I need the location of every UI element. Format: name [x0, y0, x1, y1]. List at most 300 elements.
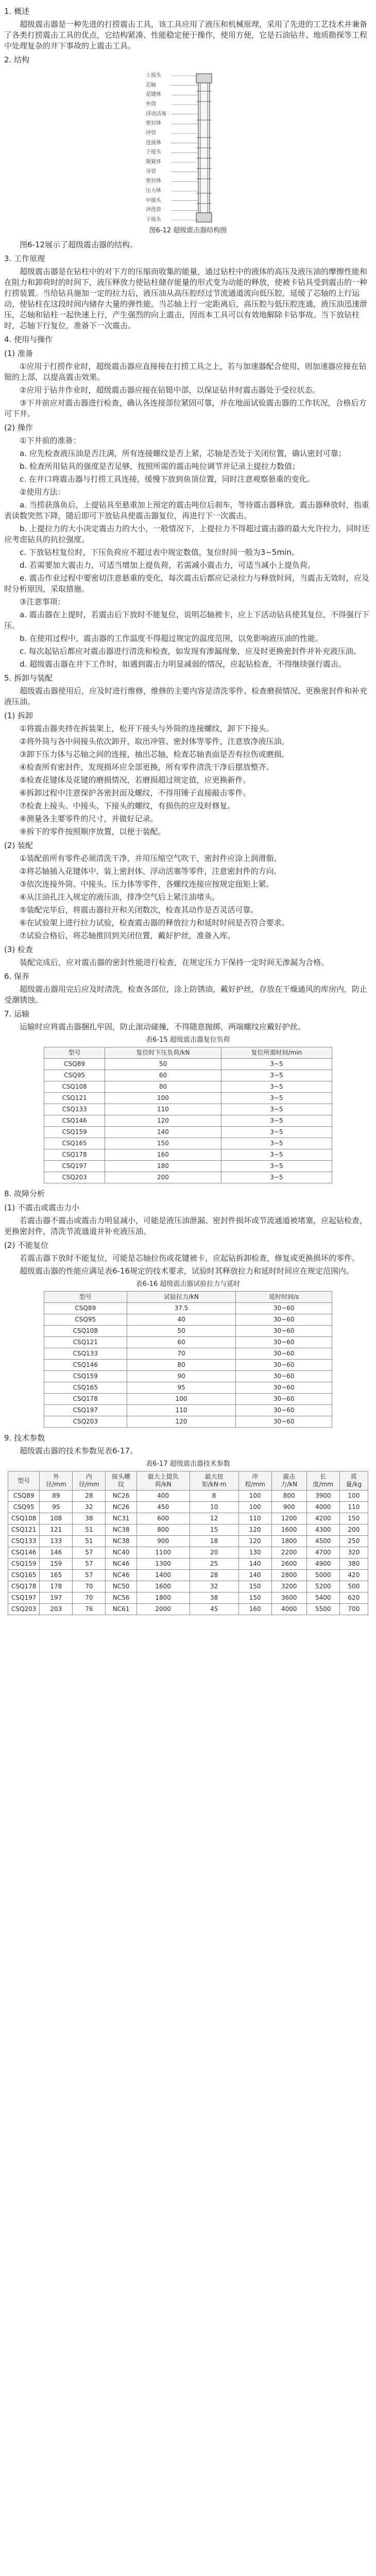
- table-cell: CSQ159: [8, 1558, 40, 1570]
- column-header: 外径/mm: [40, 1471, 73, 1490]
- table-cell: 5200: [306, 1581, 339, 1592]
- table-cell: 3~5: [221, 1172, 332, 1183]
- table-cell: 18: [190, 1536, 238, 1547]
- table-cell: CSQ121: [44, 1337, 127, 1348]
- table-cell: 100: [238, 1502, 271, 1513]
- table-row: [44, 1360, 332, 1371]
- table1-title: 表6-15 超级震击器复位负荷: [146, 1036, 230, 1044]
- paragraph: ③注意事项：: [20, 597, 65, 606]
- table-cell: 800: [271, 1490, 306, 1502]
- section-heading: (1) 拆卸: [4, 711, 33, 720]
- table-cell: 140: [238, 1570, 271, 1581]
- figure-caption: 图6-12 超级震击器结构图: [149, 227, 227, 234]
- table-row: [44, 1172, 332, 1183]
- section-heading: 3. 工作原理: [4, 254, 45, 263]
- paragraph: d. 超级震击器在井下工作时，如遇到震击力明显减弱的情况，应起钻检查，不得继续强行震击。: [20, 659, 347, 669]
- table-cell: CSQ203: [8, 1604, 40, 1615]
- table-cell: 89: [40, 1490, 73, 1502]
- table-cell: 80: [105, 1081, 221, 1093]
- table-cell: 4700: [306, 1547, 339, 1558]
- table-row: [44, 1149, 332, 1161]
- table-cell: 30~60: [236, 1303, 332, 1314]
- table-cell: 3~5: [221, 1161, 332, 1172]
- table-cell: 1400: [136, 1570, 190, 1581]
- table-cell: 30~60: [236, 1371, 332, 1382]
- table-cell: 57: [73, 1547, 106, 1558]
- table-cell: 159: [40, 1558, 73, 1570]
- table-cell: 380: [339, 1558, 368, 1570]
- table-cell: CSQ197: [8, 1592, 40, 1604]
- table-row: [44, 1314, 332, 1326]
- table-cell: 1800: [136, 1592, 190, 1604]
- table-cell: 178: [40, 1581, 73, 1592]
- paragraph: ②将外筒与各中间接头依次卸开，取出冲管、密封体等零件，注意放净液压油。: [20, 737, 289, 746]
- table-row: [44, 1303, 332, 1314]
- table-cell: 30~60: [236, 1382, 332, 1394]
- paragraph: ③卸下压力体与芯轴之间的连接，抽出芯轴，检查芯轴表面是否有拉伤或磨损。: [20, 750, 289, 759]
- paragraph: 超级震击器的技术参数见表6-17。: [20, 1446, 138, 1455]
- table-cell: 900: [271, 1502, 306, 1513]
- table-cell: 150: [339, 1513, 368, 1524]
- column-header: 长度/mm: [306, 1471, 339, 1490]
- table-row: [8, 1592, 368, 1604]
- table-cell: 70: [73, 1581, 106, 1592]
- table-cell: 10: [190, 1502, 238, 1513]
- table-row: [44, 1161, 332, 1172]
- table-cell: 120: [105, 1115, 221, 1127]
- section-heading: 4. 使用与操作: [4, 335, 53, 344]
- paragraph: 图6-12展示了超级震击器的结构。: [20, 240, 138, 249]
- table-cell: NC26: [106, 1502, 136, 1513]
- table-cell: 3900: [306, 1490, 339, 1502]
- figure-part-label: 连接体: [146, 140, 161, 146]
- table-cell: 50: [105, 1059, 221, 1070]
- table-row: [8, 1570, 368, 1581]
- table-row: [44, 1348, 332, 1360]
- table-cell: 32: [73, 1502, 106, 1513]
- table-row: [44, 1405, 332, 1416]
- table-cell: 250: [339, 1536, 368, 1547]
- section-heading: (2) 不能复位: [4, 1241, 49, 1250]
- table-cell: 121: [40, 1524, 73, 1536]
- section-c: [4, 1189, 372, 1277]
- table-cell: 57: [73, 1558, 106, 1570]
- table-cell: 76: [73, 1604, 106, 1615]
- table-cell: 3600: [271, 1592, 306, 1604]
- section-heading: 5. 拆卸与装配: [4, 673, 53, 683]
- table-row: [8, 1547, 368, 1558]
- figure-part-label: 上接头: [146, 73, 161, 78]
- table-cell: 150: [238, 1592, 271, 1604]
- table-cell: NC46: [106, 1570, 136, 1581]
- table-cell: 25: [190, 1558, 238, 1570]
- table-cell: NC31: [106, 1513, 136, 1524]
- table-cell: CSQ133: [44, 1104, 105, 1115]
- paragraph: ⑤检查花键体及花键的磨损情况，若磨损超过规定值，应更换新件。: [20, 775, 251, 785]
- paragraph: 超级震击器是一种先进的打捞震击工具，该工具应用了液压和机械原理，采用了先进的工艺技术并兼备了各类打捞震击工具的优点，它结构紧凑、性能稳定便于操作，使用方便，它是石油钻井、地质勘探等工程中处理复杂的井下事故的上震击工具。: [4, 20, 368, 50]
- column-header: 最大上提负荷/kN: [136, 1471, 190, 1490]
- table-cell: CSQ108: [8, 1513, 40, 1524]
- table-cell: 80: [127, 1360, 236, 1371]
- table-cell: 2000: [136, 1604, 190, 1615]
- table-cell: 110: [238, 1513, 271, 1524]
- table-cell: 100: [127, 1394, 236, 1405]
- paragraph: ①装配前所有零件必须清洗干净，并用压缩空气吹干，密封件应涂上润滑脂。: [20, 854, 282, 863]
- table-cell: 100: [339, 1490, 368, 1502]
- table-cell: 5000: [306, 1570, 339, 1581]
- table-cell: CSQ178: [44, 1149, 105, 1161]
- table-row: [8, 1490, 368, 1502]
- table-cell: CSQ95: [44, 1070, 105, 1081]
- table-row: [8, 1536, 368, 1547]
- table-cell: 4300: [306, 1524, 339, 1536]
- table-cell: 37.5: [127, 1303, 236, 1314]
- table-cell: 140: [105, 1127, 221, 1138]
- table-cell: 150: [105, 1138, 221, 1149]
- table-cell: 50: [127, 1326, 236, 1337]
- section-heading: 7. 运输: [4, 1009, 30, 1019]
- paragraph: ①下井前的准备：: [20, 436, 81, 445]
- paragraph: e. 震击作业过程中要密切注意悬重的变化，每次震击后都应记录拉力与释放时间，当震击无效时，应及时分析原因，采取措施。: [4, 573, 369, 594]
- table-cell: 51: [73, 1536, 106, 1547]
- table-cell: 620: [339, 1592, 368, 1604]
- table-cell: CSQ95: [44, 1314, 127, 1326]
- table-cell: 100: [238, 1490, 271, 1502]
- paragraph: c. 下放钻柱复位时，下压负荷应不超过表中规定数值，复位时间一般为3~5min。: [20, 548, 299, 557]
- table-cell: 110: [127, 1405, 236, 1416]
- paragraph: ③依次连接外筒、中接头、压力体等零件，各螺纹连接应按规定扭矩上紧。: [20, 879, 274, 889]
- table-cell: CSQ89: [8, 1490, 40, 1502]
- table-cell: NC40: [106, 1547, 136, 1558]
- table-cell: 197: [40, 1592, 73, 1604]
- column-header: 试验拉力/kN: [127, 1292, 236, 1303]
- table-cell: 108: [40, 1513, 73, 1524]
- column-header: 震击力/kN: [271, 1471, 306, 1490]
- table-cell: 45: [190, 1604, 238, 1615]
- jar-structure-figure: [142, 71, 234, 225]
- column-header: 延时时间/s: [236, 1292, 332, 1303]
- paragraph: 运输时应将震击器捆扎牢固，防止滚动碰撞，不得随意抛掷，两端螺纹应戴好护丝。: [20, 1022, 306, 1031]
- paragraph: ①将震击器夹持在拆装架上，松开下接头与外筒的连接螺纹，卸下下接头。: [20, 724, 274, 733]
- section-heading: 1. 概述: [4, 7, 30, 16]
- section-heading: (1) 不震击或震击力小: [4, 1203, 80, 1212]
- table-row: [44, 1070, 332, 1081]
- table-cell: 110: [339, 1502, 368, 1513]
- figure-part-label: 冲洗管: [146, 207, 161, 213]
- paragraph: a. 震击器在上提时，若震击后下放时不能复位，说明芯轴被卡，应上下活动钻具使其复位，不得强行下压。: [4, 610, 369, 630]
- paragraph: ②使用方法：: [20, 487, 65, 497]
- table-cell: 1200: [271, 1513, 306, 1524]
- table-cell: 12: [190, 1513, 238, 1524]
- table-cell: 320: [339, 1547, 368, 1558]
- table-cell: 20: [190, 1547, 238, 1558]
- paragraph: d. 若需要加大震击力，可适当增加上提负荷，若需减小震击力，可适当减小上提负荷。: [20, 561, 316, 570]
- paragraph: 超级震击器用完后应及时清洗，检查各部位，涂上防锈油，戴好护丝，存放在干燥通风的库房内，防止受潮锈蚀。: [4, 985, 368, 1005]
- table-cell: CSQ121: [8, 1524, 40, 1536]
- figure-part-label: 导管: [146, 168, 156, 175]
- table-row: [44, 1081, 332, 1093]
- table-cell: NC50: [106, 1581, 136, 1592]
- table-cell: 133: [40, 1536, 73, 1547]
- table3-title: 表6-17 超级震击器技术参数: [146, 1460, 230, 1468]
- table-cell: CSQ146: [8, 1547, 40, 1558]
- table-cell: 3~5: [221, 1127, 332, 1138]
- paragraph: ①应用于打捞作业时，超级震击器应直接接在打捞工具之上，若与加速器配合使用，则加速器应接在钻铤的上部，以提高震击效果。: [4, 362, 367, 382]
- table-row: [44, 1127, 332, 1138]
- table-row: [8, 1524, 368, 1536]
- table-cell: 130: [238, 1547, 271, 1558]
- figure-part-label: 锁紧环: [146, 159, 161, 165]
- table-cell: 3~5: [221, 1093, 332, 1104]
- table-cell: 150: [238, 1581, 271, 1592]
- table-row: [44, 1394, 332, 1405]
- table-cell: 900: [136, 1536, 190, 1547]
- table-cell: 30~60: [236, 1394, 332, 1405]
- table-row: [8, 1502, 368, 1513]
- table-cell: 1800: [271, 1536, 306, 1547]
- table-cell: NC61: [106, 1604, 136, 1615]
- table-cell: 203: [40, 1604, 73, 1615]
- table-cell: 3~5: [221, 1081, 332, 1093]
- table-cell: 3~5: [221, 1149, 332, 1161]
- table-cell: NC38: [106, 1524, 136, 1536]
- table-cell: 3200: [271, 1581, 306, 1592]
- table-cell: CSQ133: [8, 1536, 40, 1547]
- section-heading: 2. 结构: [4, 55, 30, 64]
- table-cell: 28: [73, 1490, 106, 1502]
- section-heading: 9. 技术参数: [4, 1433, 45, 1443]
- section-heading: (1) 准备: [4, 349, 33, 358]
- table-cell: 4200: [306, 1513, 339, 1524]
- figure-part-label: 外筒: [146, 101, 156, 107]
- table-row: [8, 1513, 368, 1524]
- table-cell: CSQ203: [44, 1172, 105, 1183]
- table-row: [8, 1581, 368, 1592]
- table-cell: CSQ178: [8, 1581, 40, 1592]
- table-cell: CSQ159: [44, 1371, 127, 1382]
- paragraph: b. 检查所用钻具的强度是否足够，按照所需的震击吨位调节并记录上提拉力数值；: [20, 462, 300, 471]
- paragraph: a. 应先检查液压油是否注满，所有连接螺纹是否上紧，芯轴是否处于关闭位置，确认密封可靠；: [20, 449, 346, 458]
- table-cell: NC46: [106, 1558, 136, 1570]
- table-cell: 120: [127, 1416, 236, 1428]
- table-cell: 140: [238, 1558, 271, 1570]
- table-cell: CSQ146: [44, 1360, 127, 1371]
- table-row: [44, 1416, 332, 1428]
- table-row: [8, 1604, 368, 1615]
- table-cell: 110: [105, 1104, 221, 1115]
- table-cell: CSQ178: [44, 1394, 127, 1405]
- section-heading: (2) 装配: [4, 841, 33, 850]
- figure-part-label: 密封体: [146, 121, 161, 127]
- table-cell: 160: [105, 1149, 221, 1161]
- table-cell: CSQ95: [8, 1502, 40, 1513]
- table-cell: NC56: [106, 1592, 136, 1604]
- figure-part-label: 花键体: [146, 92, 161, 98]
- table-cell: 15: [190, 1524, 238, 1536]
- paragraph: 若震击器下放时不能复位，可能是芯轴拉伤或花键被卡，应起钻拆卸检查，修复或更换损坏的零件。: [20, 1253, 360, 1263]
- table-cell: 40: [127, 1314, 236, 1326]
- section-heading: 8. 故障分析: [4, 1189, 45, 1198]
- table-cell: 30~60: [236, 1360, 332, 1371]
- table-cell: 3~5: [221, 1104, 332, 1115]
- reset-load-table: [44, 1047, 332, 1183]
- column-header: 冲程/mm: [238, 1471, 271, 1490]
- table-cell: 2800: [271, 1570, 306, 1581]
- table-cell: NC38: [106, 1536, 136, 1547]
- table-cell: 450: [136, 1502, 190, 1513]
- column-header: 最大扭矩/kN·m: [190, 1471, 238, 1490]
- table2-title: 表6-16 超级震击器试验拉力与延时: [135, 1280, 241, 1288]
- table-cell: CSQ108: [44, 1081, 105, 1093]
- figure-part-label: 浮动活塞: [146, 111, 166, 117]
- paragraph: ④从注油孔注入规定的液压油，排净空气后上紧注油堵头。: [20, 892, 220, 902]
- figure-part-label: 下接头: [146, 149, 161, 156]
- paragraph: b. 上提拉力的大小决定震击力的大小，一般情况下，上提拉力不得超过震击器的最大允许拉力，同时还应考虑钻具的抗拉强度。: [4, 524, 370, 544]
- table-cell: 1300: [136, 1558, 190, 1570]
- table-cell: CSQ108: [44, 1326, 127, 1337]
- table-cell: 200: [105, 1172, 221, 1183]
- paragraph: b. 在使用过程中，震击器的工作温度不得超过规定的温度范围，以免影响液压油的性能。: [20, 634, 323, 643]
- figure-part-label: 冲管: [146, 130, 156, 136]
- paragraph: c. 每次起钻后都应对震击器进行清洗和检查，如发现有渗漏现象，应及时更换密封件并补充液压油。: [20, 647, 361, 656]
- column-header: 复位所需时间/min: [221, 1047, 332, 1059]
- paragraph: c. 在井口将震击器与打捞工具连接，缓慢下放到鱼顶位置，同时注意观察悬重的变化。: [20, 474, 315, 484]
- table-cell: 30~60: [236, 1416, 332, 1428]
- column-header: 质量/kg: [339, 1471, 368, 1490]
- table-cell: 57: [73, 1570, 106, 1581]
- section-a: [4, 6, 372, 65]
- table-cell: 5500: [306, 1604, 339, 1615]
- table-row: [44, 1059, 332, 1070]
- paragraph: ⑤装配完毕后，将震击器拉开和关闭数次，检查其动作是否灵活可靠。: [20, 905, 259, 914]
- table-cell: 600: [136, 1513, 190, 1524]
- table-cell: CSQ197: [44, 1405, 127, 1416]
- table-cell: 120: [238, 1536, 271, 1547]
- paragraph: 若震击器不震击或震击力明显减小，可能是液压油泄漏、密封件损坏或节流通道被堵塞，应起钻检查，更换密封件，清洗节流通道并补充液压油。: [4, 1216, 368, 1236]
- table-cell: CSQ89: [44, 1059, 105, 1070]
- section-d: [4, 1433, 372, 1456]
- section-heading: (3) 检查: [4, 945, 33, 954]
- table-cell: 120: [238, 1524, 271, 1536]
- tech-params-table: [8, 1471, 368, 1615]
- table-cell: 2600: [271, 1558, 306, 1570]
- table-cell: CSQ146: [44, 1115, 105, 1127]
- table-row: [44, 1337, 332, 1348]
- table-cell: 60: [127, 1337, 236, 1348]
- column-header: 型号: [8, 1471, 40, 1490]
- section-heading: (2) 操作: [4, 423, 33, 432]
- table-cell: 30~60: [236, 1326, 332, 1337]
- figure-part-label: 压力体: [146, 188, 161, 194]
- table-cell: 3~5: [221, 1059, 332, 1070]
- table-cell: 60: [105, 1070, 221, 1081]
- table-cell: 500: [339, 1581, 368, 1592]
- table-cell: 90: [127, 1371, 236, 1382]
- table-cell: 30~60: [236, 1337, 332, 1348]
- table-cell: CSQ159: [44, 1127, 105, 1138]
- table-cell: CSQ121: [44, 1093, 105, 1104]
- paragraph: 超级震击器使用后，应及时进行维修，维修的主要内容是清洗零件、检查磨损情况、更换密封件和补充液压油。: [4, 686, 368, 706]
- paragraph: ⑦试验合格后，将芯轴推回到关闭位置，戴好护丝，准备入库。: [20, 931, 235, 940]
- table-row: [44, 1115, 332, 1127]
- table-cell: NC26: [106, 1490, 136, 1502]
- paragraph: ⑥拆卸过程中注意保护各密封面及螺纹，不得用锤子直接敲击零件。: [20, 788, 251, 798]
- table-row: [44, 1093, 332, 1104]
- paragraph: a. 当捞获落鱼后，上提钻具至悬重加上预定的震击吨位后刹车，等待震击器释放。震击器释放时，指重表读数突然下降，随后即可下放钻具使震击器复位，再进行下一次震击。: [4, 500, 369, 520]
- table-cell: 51: [73, 1524, 106, 1536]
- paragraph: 超级震击器的性能应满足表6-16规定的技术要求，试验时其释放拉力和延时时间应在规定范围内。: [20, 1266, 354, 1276]
- table-cell: 400: [136, 1490, 190, 1502]
- paragraph: ⑧测量各主要零件的尺寸，并做好记录。: [20, 814, 158, 823]
- table-cell: 100: [105, 1093, 221, 1104]
- column-header: 型号: [44, 1292, 127, 1303]
- table-cell: 28: [190, 1570, 238, 1581]
- table-cell: 146: [40, 1547, 73, 1558]
- section-heading: 6. 保养: [4, 972, 30, 981]
- table-cell: 4000: [271, 1604, 306, 1615]
- section-b: [4, 240, 372, 1032]
- table-cell: 1100: [136, 1547, 190, 1558]
- figure-part-label: 芯轴: [146, 82, 156, 88]
- paragraph: 超级震击器是在钻柱中的对下方的压缩而收集的能量，通过钻柱中的液体的高压及液压油的摩擦性能和在阻力和卸荷时的时间下，液压释放力使钻柱储存能量的形式变为动能的释放，使被卡钻具受到震击的一种打捞装置。当给钻具施加一定的拉力后，液压油从高压腔经过节流通道流向低压腔，延缓了芯轴的上行运动，使钻柱在这段时间内储存大量的弹性能。当芯轴上行一定距离后，高压腔与低压腔连通，液压油迅速泄压，芯轴和钻柱一起快速上行，产生强烈的向上震击，因而本工具可以有效地解除卡钻事故。当下放钻柱时，芯轴下行复位，准备下一次震击。: [4, 267, 368, 330]
- table-cell: 3~5: [221, 1115, 332, 1127]
- table-cell: 4900: [306, 1558, 339, 1570]
- table-cell: CSQ203: [44, 1416, 127, 1428]
- table-cell: 95: [127, 1382, 236, 1394]
- table-cell: CSQ165: [8, 1570, 40, 1581]
- table-row: [44, 1382, 332, 1394]
- table-cell: 4000: [306, 1502, 339, 1513]
- table-cell: 38: [73, 1513, 106, 1524]
- table-cell: 8: [190, 1490, 238, 1502]
- table-cell: 32: [190, 1581, 238, 1592]
- table-cell: 165: [40, 1570, 73, 1581]
- table-cell: 3~5: [221, 1070, 332, 1081]
- table-cell: 70: [73, 1592, 106, 1604]
- table-cell: 1600: [136, 1581, 190, 1592]
- table-cell: 5400: [306, 1592, 339, 1604]
- column-header: 复位时下压负荷/kN: [105, 1047, 221, 1059]
- paragraph: ④检查所有密封件，发现损坏应全部更换，所有零件清洗干净后摆放整齐。: [20, 762, 274, 772]
- column-header: 接头螺纹: [106, 1471, 136, 1490]
- table-cell: 200: [339, 1524, 368, 1536]
- table-cell: CSQ197: [44, 1161, 105, 1172]
- table-row: [44, 1104, 332, 1115]
- paragraph: ⑨拆下的零件按照顺序放置，以便于装配。: [20, 827, 166, 836]
- table-cell: CSQ133: [44, 1348, 127, 1360]
- paragraph: ⑦检查上接头、中接头、下接头的螺纹，有损伤的应及时修复。: [20, 801, 235, 810]
- table-cell: 160: [238, 1604, 271, 1615]
- table-cell: 800: [136, 1524, 190, 1536]
- table-cell: 95: [40, 1502, 73, 1513]
- table-cell: 1600: [271, 1524, 306, 1536]
- table-cell: CSQ89: [44, 1303, 127, 1314]
- table-cell: 30~60: [236, 1405, 332, 1416]
- table-cell: 30~60: [236, 1314, 332, 1326]
- paragraph: 装配完成后，应对震击器的密封性能进行检查，在规定压力下保持一定时间无渗漏为合格。: [20, 958, 329, 967]
- table-cell: 4500: [306, 1536, 339, 1547]
- table-cell: CSQ165: [44, 1382, 127, 1394]
- table-row: [44, 1371, 332, 1382]
- figure-part-label: 密封体: [146, 178, 161, 184]
- figure-part-label: 下接头: [146, 217, 161, 223]
- table-cell: 30~60: [236, 1348, 332, 1360]
- paragraph: ③下井前应对震击器进行检查，确认各连接部位紧固可靠，并在地面试验震击器的工作状况，合格后方可下井。: [4, 398, 367, 418]
- table-cell: 3~5: [221, 1138, 332, 1149]
- paragraph: ②应用于钻井作业时，超级震击器应接在钻铤中部，以保证钻井时震击器处于受拉状态。: [20, 385, 320, 395]
- column-header: 型号: [44, 1047, 105, 1059]
- table-cell: 420: [339, 1570, 368, 1581]
